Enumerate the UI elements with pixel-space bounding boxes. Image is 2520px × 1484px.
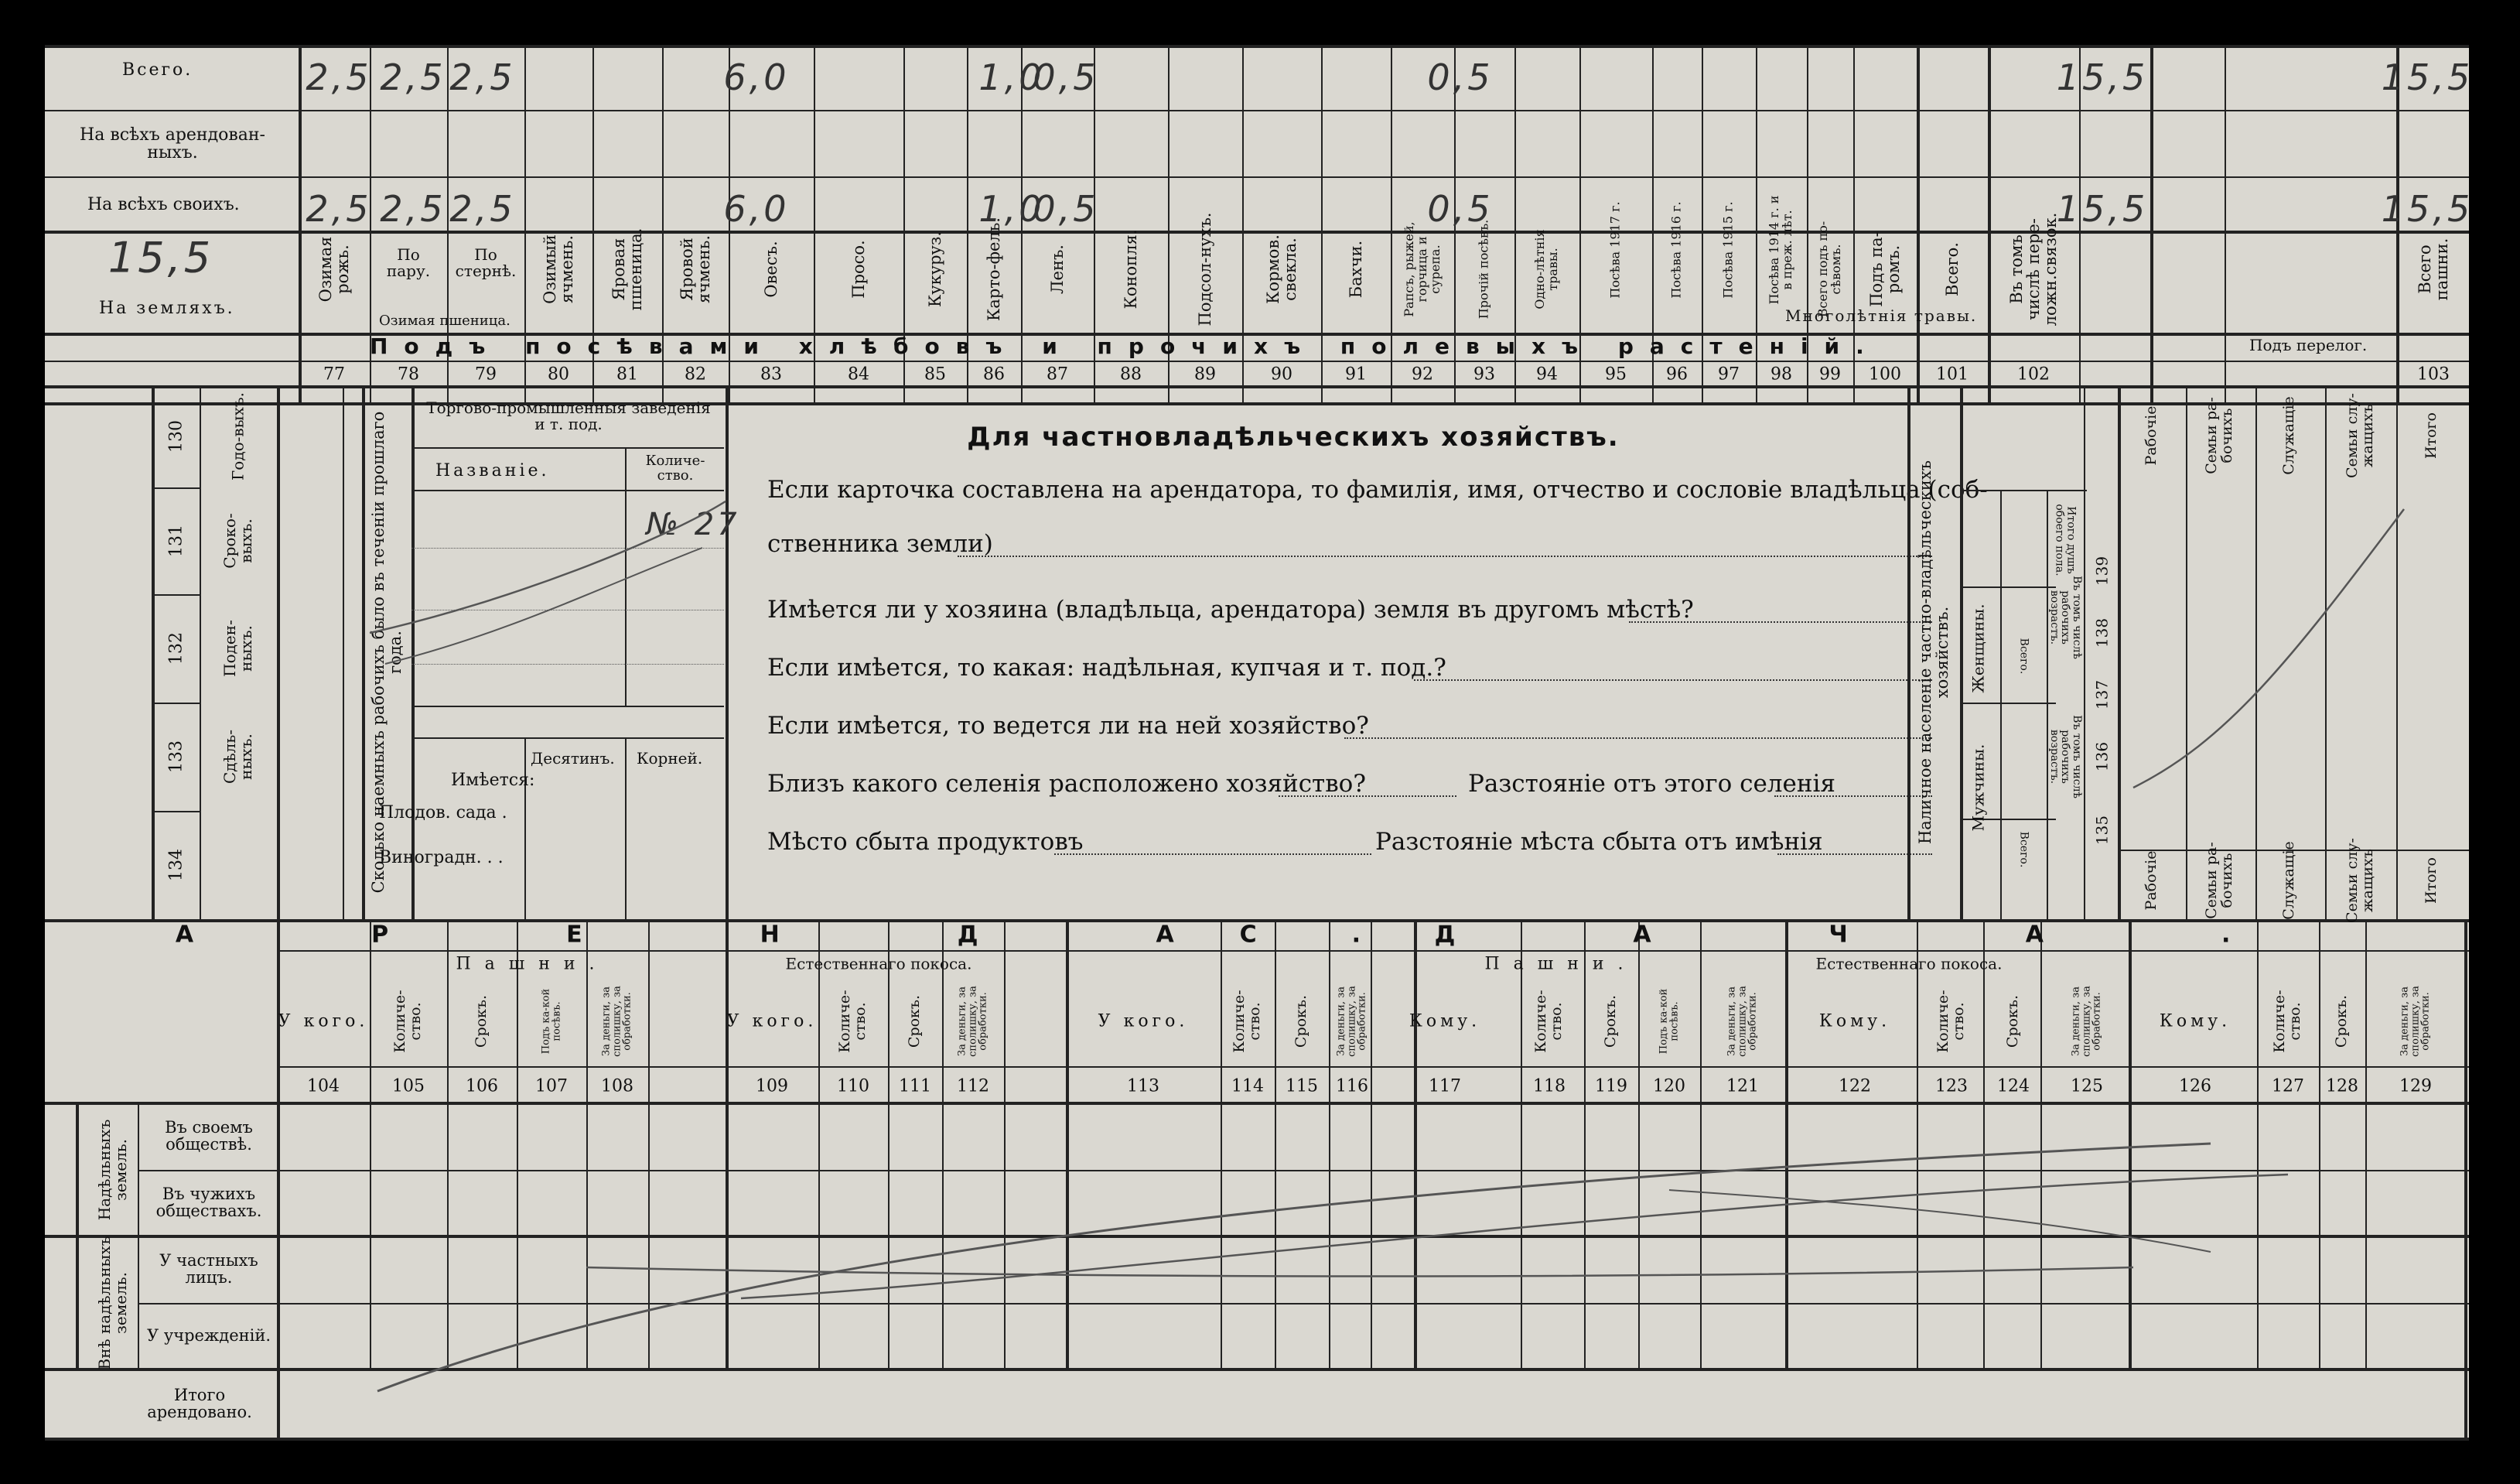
- right-col-bottom-2: Служащіе: [2280, 841, 2298, 920]
- left-label-2: Поден-ныхъ.: [220, 620, 255, 677]
- pop-v-tom-chisle-2: Въ томъ числѣ рабочихъ возрастъ.: [2047, 715, 2084, 798]
- arenda-title: АРЕНДА.: [175, 921, 1539, 949]
- col-number-92: 92: [1412, 364, 1433, 385]
- col-number-88: 88: [1120, 364, 1142, 385]
- hand-svoih-0: 2,5: [306, 188, 372, 230]
- bottom-header-107: Подъ ка-кой посѣвъ.: [540, 988, 562, 1055]
- row-arendovannyh-label: На всѣхъ арендован- ныхъ.: [80, 125, 265, 162]
- bottom-header-110: Количе-ство.: [836, 990, 869, 1053]
- left-num-132: 132: [166, 632, 186, 665]
- bottom-col-number-117: 117: [1429, 1076, 1461, 1096]
- hand-svoih-8: 15,5: [2381, 188, 2474, 230]
- bottom-col-number-126: 126: [2179, 1076, 2211, 1096]
- bottom-col-number-105: 105: [392, 1076, 425, 1096]
- col-number-86: 86: [983, 364, 1005, 385]
- bottom-header-116: За деньги, за сполишку, за обработки.: [1335, 986, 1368, 1057]
- hand-vsego-2: 2,5: [449, 56, 516, 98]
- crop-header-95: Посѣва 1917 г.: [1607, 201, 1623, 299]
- bottom-header-122: Кому.: [1818, 1011, 1891, 1031]
- pop-num-138: 138: [2092, 617, 2112, 648]
- crop-header-83: Овесъ.: [761, 241, 780, 298]
- crop-header-88: Конопля.: [1121, 229, 1140, 309]
- group-nadel-label: Надѣльныхъ земель.: [95, 1119, 130, 1221]
- crop-header-87: Ленъ.: [1047, 244, 1067, 294]
- hand-svoih-5: 0,5: [1033, 188, 1099, 230]
- bottom-header-117: Кому.: [1409, 1011, 1481, 1031]
- hand-svoih-3: 6,0: [723, 188, 790, 230]
- col-number-81: 81: [616, 364, 638, 385]
- right-col-bottom-1: Семьи ра-бочихъ: [2203, 842, 2235, 919]
- hand-mark: № 27: [646, 507, 740, 542]
- col-number-97: 97: [1718, 364, 1740, 385]
- crop-header-81: Яровая пшеница.: [609, 227, 645, 311]
- hand-svoih-7: 15,5: [2056, 188, 2149, 230]
- left-label-0: Годо-выхъ.: [228, 392, 248, 480]
- col-number-91: 91: [1345, 364, 1367, 385]
- crop-header-79: По стернѣ.: [455, 245, 517, 280]
- pop-v-tom-chisle-3: Въ томъ числѣ рабочихъ возрастъ.: [2047, 576, 2084, 659]
- bottom-col-number-128: 128: [2326, 1076, 2358, 1096]
- workers-vertical-label: Сколько наемныхъ рабочихъ было въ теченіи прошлаго года.: [368, 411, 405, 894]
- hand-vsego-8: 15,5: [2381, 56, 2474, 98]
- bottom-col-number-110: 110: [837, 1076, 869, 1096]
- bottom-header-118: Количе-ство.: [1532, 990, 1565, 1053]
- pop-num-135: 135: [2092, 815, 2112, 846]
- pop-itogo-dush-4: Итого душъ обоего пола.: [2054, 504, 2078, 576]
- private-title: Для частновладѣльческихъ хозяйствъ.: [967, 422, 1620, 453]
- group-ozim-pshenica: Озимая пшеница.: [379, 313, 510, 329]
- sown-banner: Подъ посѣвами хлѣбовъ и прочихъ полевыхъ растеній.: [370, 333, 1880, 359]
- crop-header-85: Кукуруз.: [925, 231, 944, 308]
- col-number-102: 102: [2017, 364, 2050, 385]
- bottom-col-number-115: 115: [1286, 1076, 1318, 1096]
- bottom-header-113: У кого.: [1098, 1011, 1189, 1031]
- hand-svoih-6: 0,5: [1427, 188, 1494, 230]
- left-label-1: Сроко-выхъ.: [220, 513, 255, 569]
- bottom-header-109: У кого.: [726, 1011, 818, 1031]
- bottom-header-105: Количе-ство.: [391, 990, 424, 1053]
- crop-header-92: Рапсъ, рыжей, горчица и сурепа.: [1401, 221, 1443, 317]
- trade-qty-header: Количе-ство.: [645, 453, 705, 484]
- col-number-89: 89: [1194, 364, 1216, 385]
- trade-name-header: Названіе.: [435, 461, 550, 480]
- col-number-78: 78: [398, 364, 419, 385]
- hand-vsego-4: 1,0: [978, 56, 1045, 98]
- bottom-row-label-0: Въ своемъ обществѣ.: [165, 1117, 253, 1154]
- q1b: ственника земли): [767, 530, 993, 558]
- bottom-col-number-123: 123: [1935, 1076, 1968, 1096]
- pop-num-136: 136: [2092, 741, 2112, 772]
- bottom-header-126: Кому.: [2159, 1011, 2231, 1031]
- q5a: Близъ какого селенія расположено хозяйство?: [767, 770, 1366, 798]
- crop-header-94: Одно-лѣтнія травы.: [1532, 229, 1560, 309]
- bottom-col-number-119: 119: [1595, 1076, 1627, 1096]
- crop-header-90: Кормов. свекла.: [1263, 234, 1299, 304]
- group-perelog: Подъ перелог.: [2249, 336, 2368, 354]
- bottom-col-number-116: 116: [1336, 1076, 1368, 1096]
- bottom-header-104: У кого.: [278, 1011, 369, 1031]
- crop-header-97: Посѣва 1915 г.: [1720, 201, 1736, 299]
- col-number-83: 83: [760, 364, 782, 385]
- crop-header-101: Всего.: [1942, 242, 1962, 296]
- q4: Если имѣется, то ведется ли на ней хозяйство?: [767, 712, 1369, 740]
- bottom-header-127: Количе-ство.: [2271, 990, 2303, 1053]
- bottom-col-number-112: 112: [957, 1076, 989, 1096]
- right-col-top-0: Рабочіе: [2143, 405, 2160, 466]
- has-sad-row: Плодов. сада .: [379, 803, 507, 822]
- col-number-100: 100: [1869, 364, 1901, 385]
- crop-header-93: Прочій посѣвъ.: [1476, 219, 1491, 320]
- right-col-bottom-0: Рабочіе: [2143, 850, 2160, 911]
- right-col-top-4: Итого: [2423, 412, 2440, 459]
- bottom-col-number-113: 113: [1127, 1076, 1159, 1096]
- row-svoih-label: На всѣхъ своихъ.: [87, 195, 240, 214]
- bottom-header-120: Подъ ка-кой посѣвъ.: [1658, 988, 1680, 1055]
- left-num-134: 134: [166, 849, 186, 881]
- col-number-94: 94: [1536, 364, 1558, 385]
- has-vinograd-row: Виноградн. . .: [379, 848, 504, 867]
- crop-header-99: Всего подъ по-сѣвомъ.: [1815, 221, 1843, 318]
- left-num-133: 133: [166, 740, 186, 773]
- bottom-col-number-114: 114: [1231, 1076, 1264, 1096]
- bottom-col-number-106: 106: [466, 1076, 498, 1096]
- population-vertical-label: Наличное населеніе частно-владѣльческихъ хозяйствъ.: [1915, 460, 1951, 845]
- bottom-header-123: Количе-ство.: [1934, 990, 1967, 1053]
- col-number-85: 85: [924, 364, 946, 385]
- crop-header-86: Карто-фель.: [984, 217, 1003, 321]
- col-number-101: 101: [1936, 364, 1969, 385]
- hand-vsego-3: 6,0: [723, 56, 790, 98]
- trade-title: Торгово-промышленныя заведенія и т. под.: [426, 398, 711, 433]
- bottom-header-119: Срокъ.: [1602, 994, 1620, 1048]
- arenda-pokos: Естественнаго покоса.: [785, 954, 972, 973]
- bottom-header-124: Срокъ.: [2004, 994, 2022, 1048]
- hand-vsego-6: 0,5: [1427, 56, 1494, 98]
- bottom-header-111: Срокъ.: [906, 994, 924, 1048]
- col-number-77: 77: [323, 364, 345, 385]
- col-number-103: 103: [2417, 364, 2450, 385]
- crop-header-100: Подъ па-ромъ.: [1866, 231, 1903, 307]
- crop-header-91: Бахчи.: [1346, 240, 1365, 299]
- pop-vsego-1: Всего.: [2017, 638, 2030, 675]
- group-vne-label: Внѣ надѣльныхъ земель.: [95, 1236, 130, 1370]
- q6a: Мѣсто сбыта продуктовъ: [767, 828, 1084, 856]
- pop-num-139: 139: [2092, 556, 2112, 586]
- col-number-99: 99: [1819, 364, 1841, 385]
- sdacha-pokos: Естественнаго покоса.: [1815, 954, 2003, 973]
- col-number-90: 90: [1271, 364, 1292, 385]
- right-col-top-2: Служащіе: [2280, 396, 2298, 475]
- women-label: Женщины.: [1969, 604, 1988, 693]
- bottom-col-number-118: 118: [1533, 1076, 1566, 1096]
- q2: Имѣется ли у хозяина (владѣльца, арендатора) земля въ другомъ мѣстѣ?: [767, 596, 1694, 624]
- sdacha-title: СДАЧА.: [1239, 921, 2409, 949]
- bottom-header-128: Срокъ.: [2333, 994, 2351, 1048]
- land-hand-value: 15,5: [108, 233, 214, 282]
- bottom-header-114: Количе-ство.: [1231, 990, 1263, 1053]
- bottom-header-121: За деньги, за сполишку, за обработки.: [1726, 986, 1759, 1057]
- bottom-col-number-104: 104: [307, 1076, 340, 1096]
- col-number-80: 80: [548, 364, 569, 385]
- crop-header-84: Просо.: [849, 240, 868, 299]
- crop-header-102: Въ томъ числѣ пере-ложн.связок.: [2006, 212, 2061, 327]
- land-label: На земляхъ.: [99, 299, 235, 318]
- bottom-header-106: Срокъ.: [473, 994, 490, 1048]
- pop-num-137: 137: [2092, 679, 2112, 710]
- bottom-header-112: За деньги, за сполишку, за обработки.: [956, 986, 989, 1057]
- col-number-93: 93: [1473, 364, 1495, 385]
- bottom-col-number-122: 122: [1839, 1076, 1871, 1096]
- q3: Если имѣется, то какая: надѣльная, купчая и т. под.?: [767, 654, 1446, 682]
- left-num-131: 131: [166, 525, 186, 557]
- bottom-row-label-2: У частныхъ лицъ.: [159, 1250, 258, 1287]
- census-card: [45, 45, 2474, 1439]
- crop-header-80: Озимый ячмень.: [540, 234, 576, 304]
- right-col-bottom-4: Итого: [2423, 857, 2440, 904]
- bottom-col-number-125: 125: [2071, 1076, 2103, 1096]
- crop-header-96: Посѣва 1916 г.: [1668, 201, 1684, 299]
- col-number-84: 84: [848, 364, 869, 385]
- row-vsego-label: Всего.: [122, 60, 193, 80]
- men-label: Мужчины.: [1969, 744, 1988, 832]
- has-des-header: Десятинъ.: [531, 749, 615, 768]
- bottom-row-label-3: У учрежденій.: [146, 1325, 271, 1345]
- bottom-col-number-127: 127: [2272, 1076, 2304, 1096]
- crop-header-103: Всего пашни.: [2415, 238, 2451, 301]
- left-label-3: Сдѣль-ныхъ.: [220, 729, 255, 785]
- hand-svoih-4: 1,0: [978, 188, 1045, 230]
- crop-header-89: Подсол-нухъ.: [1195, 212, 1214, 327]
- sdacha-pashni: Пашни.: [1484, 954, 1637, 974]
- col-number-79: 79: [475, 364, 497, 385]
- bottom-row-label-4: Итого арендовано.: [147, 1385, 252, 1421]
- col-number-98: 98: [1770, 364, 1792, 385]
- bottom-col-number-107: 107: [535, 1076, 568, 1096]
- bottom-header-125: За деньги, за сполишку, за обработки.: [2070, 986, 2103, 1057]
- group-mnogoletnie: Многолѣтнія травы.: [1785, 306, 1978, 325]
- hand-svoih-1: 2,5: [380, 188, 446, 230]
- hand-vsego-5: 0,5: [1033, 56, 1099, 98]
- hand-svoih-2: 2,5: [449, 188, 516, 230]
- bottom-col-number-121: 121: [1726, 1076, 1759, 1096]
- crop-header-77: Озимая рожь.: [316, 236, 352, 303]
- col-number-87: 87: [1047, 364, 1068, 385]
- hand-vsego-1: 2,5: [380, 56, 446, 98]
- crop-header-78: По пару.: [386, 245, 431, 280]
- q1a: Если карточка составлена на арендатора, то фамилія, имя, отчество и сословіе владѣльца (соб-: [767, 476, 1988, 504]
- right-col-top-1: Семьи ра-бочихъ: [2203, 397, 2235, 474]
- bottom-col-number-124: 124: [1997, 1076, 2030, 1096]
- right-col-top-3: Семьи слу-жащихъ: [2344, 393, 2376, 478]
- bottom-header-129: За деньги, за сполишку, за обработки.: [2399, 986, 2432, 1057]
- hand-vsego-7: 15,5: [2056, 56, 2149, 98]
- bottom-col-number-111: 111: [899, 1076, 931, 1096]
- col-number-95: 95: [1605, 364, 1627, 385]
- q5b: Разстояніе отъ этого селенія: [1468, 770, 1835, 798]
- bottom-col-number-120: 120: [1653, 1076, 1685, 1096]
- arenda-pashni: Пашни.: [456, 954, 609, 974]
- right-col-bottom-3: Семьи слу-жащихъ: [2344, 838, 2376, 923]
- crop-header-98: Посѣва 1914 г. и в преж. лѣт.: [1767, 195, 1794, 305]
- bottom-col-number-129: 129: [2399, 1076, 2432, 1096]
- q6b: Разстояніе мѣста сбыта отъ имѣнія: [1375, 828, 1823, 856]
- col-number-82: 82: [685, 364, 706, 385]
- bottom-header-108: За деньги, за сполишку, за обработки.: [600, 986, 633, 1057]
- bottom-row-label-1: Въ чужихъ обществахъ.: [155, 1184, 262, 1220]
- hand-vsego-0: 2,5: [306, 56, 372, 98]
- crop-header-82: Яровой ячмень.: [677, 235, 713, 303]
- bottom-col-number-108: 108: [601, 1076, 633, 1096]
- pop-vsego-0: Всего.: [2017, 831, 2030, 868]
- bottom-col-number-109: 109: [756, 1076, 788, 1096]
- has-korn-header: Корней.: [637, 749, 703, 768]
- has-label: Имѣется:: [451, 771, 535, 790]
- col-number-96: 96: [1666, 364, 1688, 385]
- left-num-130: 130: [166, 420, 186, 453]
- bottom-header-115: Срокъ.: [1292, 994, 1310, 1048]
